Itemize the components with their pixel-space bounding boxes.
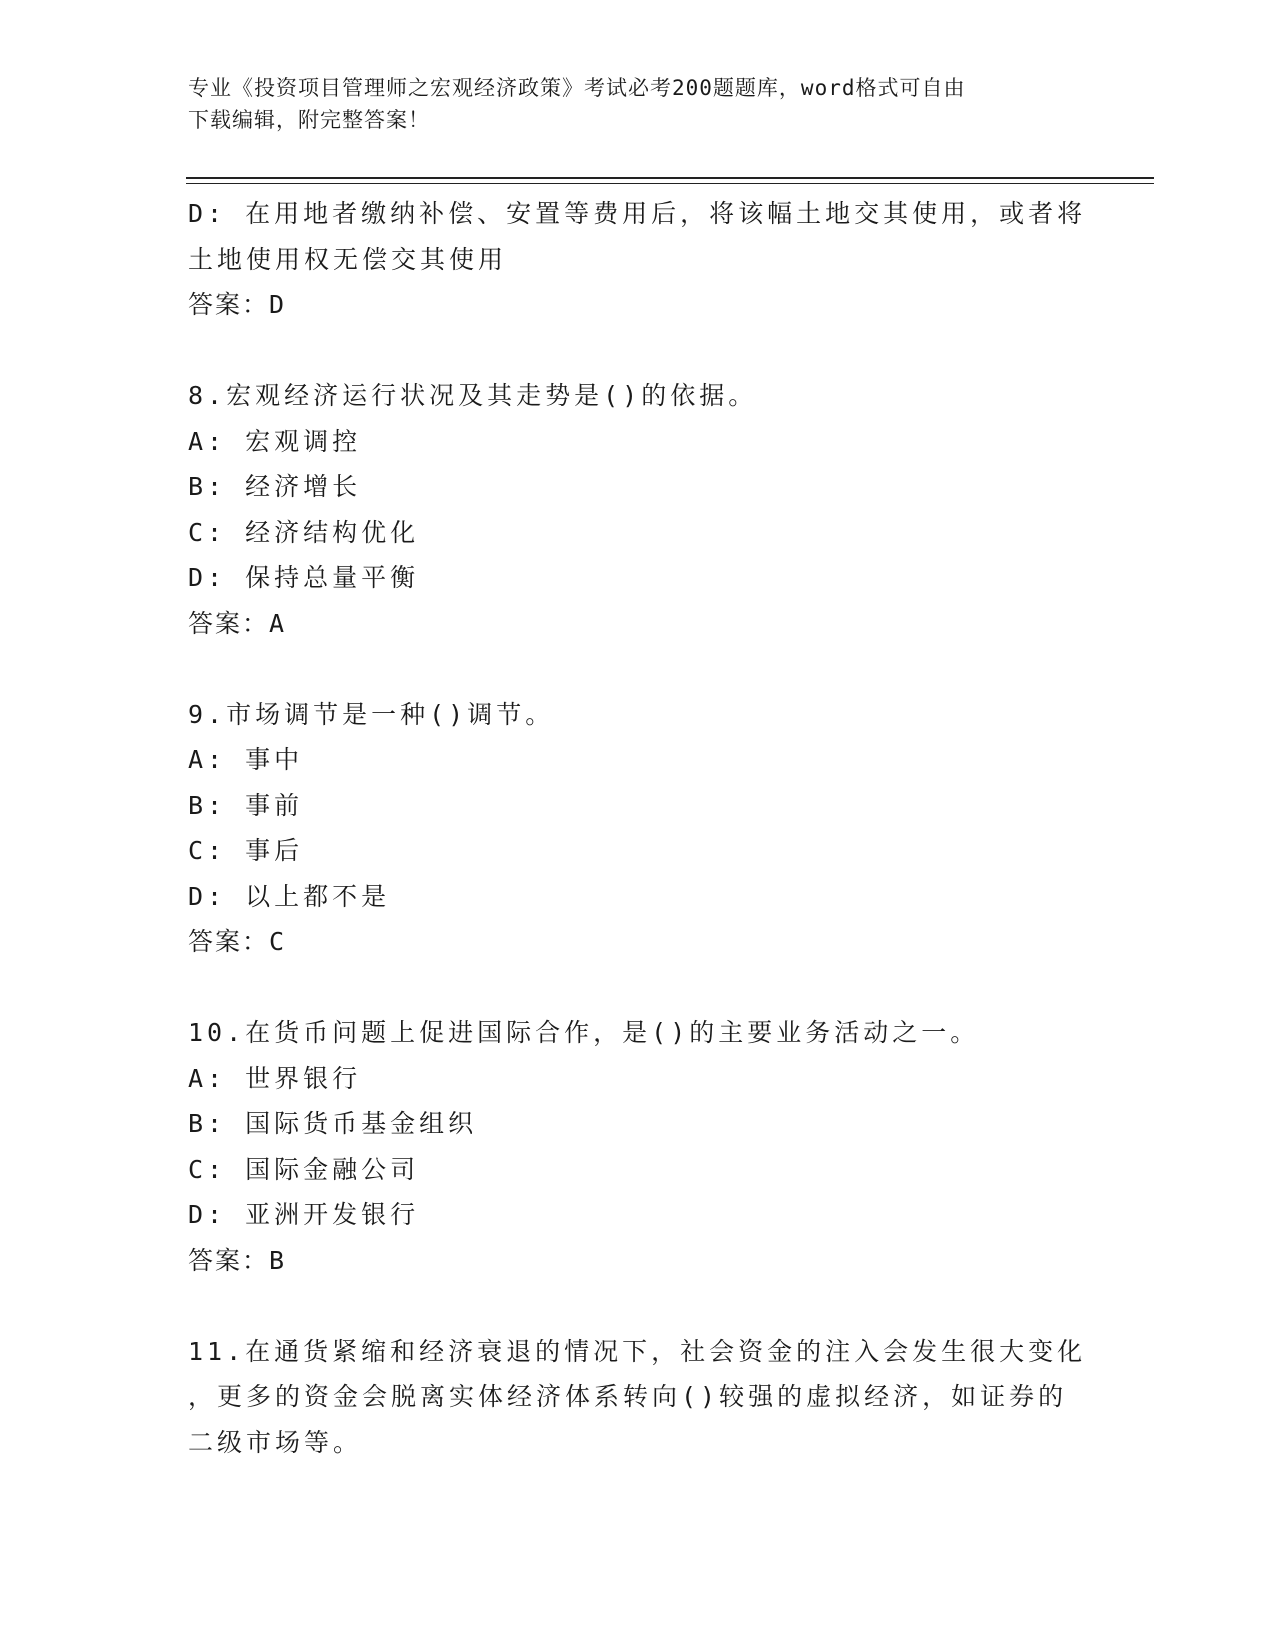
header-line: 下载编辑，附完整答案！ [188,108,430,132]
spacer [188,1283,1088,1329]
answer: 答案：B [188,1245,287,1275]
question-stem: 10.在货币问题上促进国际合作，是()的主要业务活动之一。 [188,1018,980,1047]
option-c: C: 经济结构优化 [188,517,420,547]
option-c: C: 国际金融公司 [188,1154,420,1184]
answer: 答案：D [188,290,287,319]
question-stem: 11.在通货紧缩和经济衰退的情况下，社会资金的注入会发生很大变化 [188,1336,1087,1366]
spacer [188,328,1088,374]
header-rule [186,183,1154,184]
option-d: D: 亚洲开发银行 [188,1200,420,1229]
question-10 [188,1010,1088,1283]
option-d: 土地使用权无偿交其使用 [188,244,508,274]
option-b: B: 经济增长 [188,472,362,501]
header-line: 专业《投资项目管理师之宏观经济政策》考试必考200题题库，word格式可自由 [188,76,966,100]
question-stem: 二级市场等。 [188,1427,363,1457]
option-a: A: 世界银行 [188,1063,362,1093]
question-content [188,191,1088,1465]
question-stem: 8.宏观经济运行状况及其走势是()的依据。 [188,381,758,410]
question-stem: ，更多的资金会脱离实体经济体系转向()较强的虚拟经济，如证券的 [188,1382,1068,1411]
option-a: A: 事中 [188,745,304,774]
option-b: B: 事前 [188,790,304,820]
option-d: D: 在用地者缴纳补偿、安置等费用后，将该幅土地交其使用，或者将 [188,199,1087,228]
answer: 答案：C [188,927,287,956]
question-11 [188,1329,1088,1466]
option-d: D: 保持总量平衡 [188,563,420,592]
question-stem: 9.市场调节是一种()调节。 [188,699,555,729]
option-b: B: 国际货币基金组织 [188,1109,478,1138]
question-8 [188,373,1088,646]
spacer [188,646,1088,692]
header-rule [186,177,1154,179]
option-d: D: 以上都不是 [188,881,391,911]
option-a: A: 宏观调控 [188,426,362,456]
option-c: C: 事后 [188,836,304,865]
question-9 [188,692,1088,965]
answer: 答案：A [188,608,287,638]
spacer [188,965,1088,1011]
document-header [188,72,1088,136]
